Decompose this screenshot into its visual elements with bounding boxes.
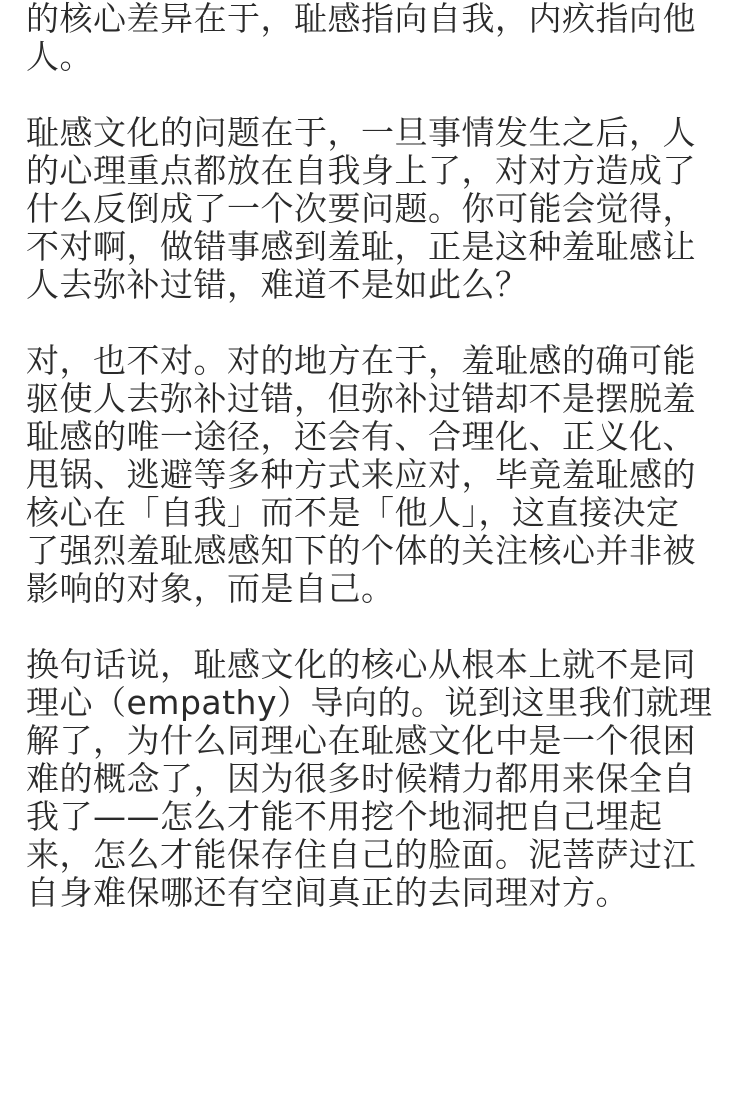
text-line: 解了，为什么同理心在耻感文化中是一个很困	[26, 721, 696, 760]
text-line: 换句话说，耻感文化的核心从根本上就不是同	[26, 645, 696, 684]
text-line: 了强烈羞耻感感知下的个体的关注核心并非被	[26, 531, 696, 570]
text-line: 自身难保哪还有空间真正的去同理对方。	[26, 873, 629, 912]
text-line: 核心在「自我」而不是「他人」，这直接决定	[26, 493, 680, 532]
text-line: 难的概念了，因为很多时候精力都用来保全自	[26, 759, 696, 798]
paragraph-1	[26, 0, 716, 76]
text-line: 的心理重点都放在自我身上了，对对方造成了	[26, 151, 696, 190]
text-line: 不对啊，做错事感到羞耻，正是这种羞耻感让	[26, 227, 696, 266]
text-line: 耻感的唯一途径，还会有、合理化、正义化、	[26, 417, 696, 456]
text-line: 来，怎么才能保存住自己的脸面。泥菩萨过江	[26, 835, 696, 874]
paragraph-3	[26, 342, 716, 608]
text-line: 耻感文化的问题在于，一旦事情发生之后，人	[26, 113, 696, 152]
paragraph-2	[26, 114, 716, 304]
text-line: 影响的对象，而是自己。	[26, 569, 395, 608]
text-line: 我了——怎么才能不用挖个地洞把自己埋起	[26, 797, 663, 836]
text-line: 人。	[26, 37, 93, 76]
text-line: 理心（empathy）导向的。说到这里我们就理	[26, 683, 713, 722]
text-line: 对，也不对。对的地方在于，羞耻感的确可能	[26, 341, 696, 380]
article-body	[26, 0, 716, 912]
paragraph-4	[26, 646, 716, 912]
text-line: 人去弥补过错，难道不是如此么？	[26, 265, 529, 304]
text-line: 的核心差异在于，耻感指向自我，内疚指向他	[26, 0, 696, 38]
text-line: 驱使人去弥补过错，但弥补过错却不是摆脱羞	[26, 379, 696, 418]
text-line: 甩锅、逃避等多种方式来应对，毕竟羞耻感的	[26, 455, 696, 494]
text-line: 什么反倒成了一个次要问题。你可能会觉得，	[26, 189, 696, 228]
